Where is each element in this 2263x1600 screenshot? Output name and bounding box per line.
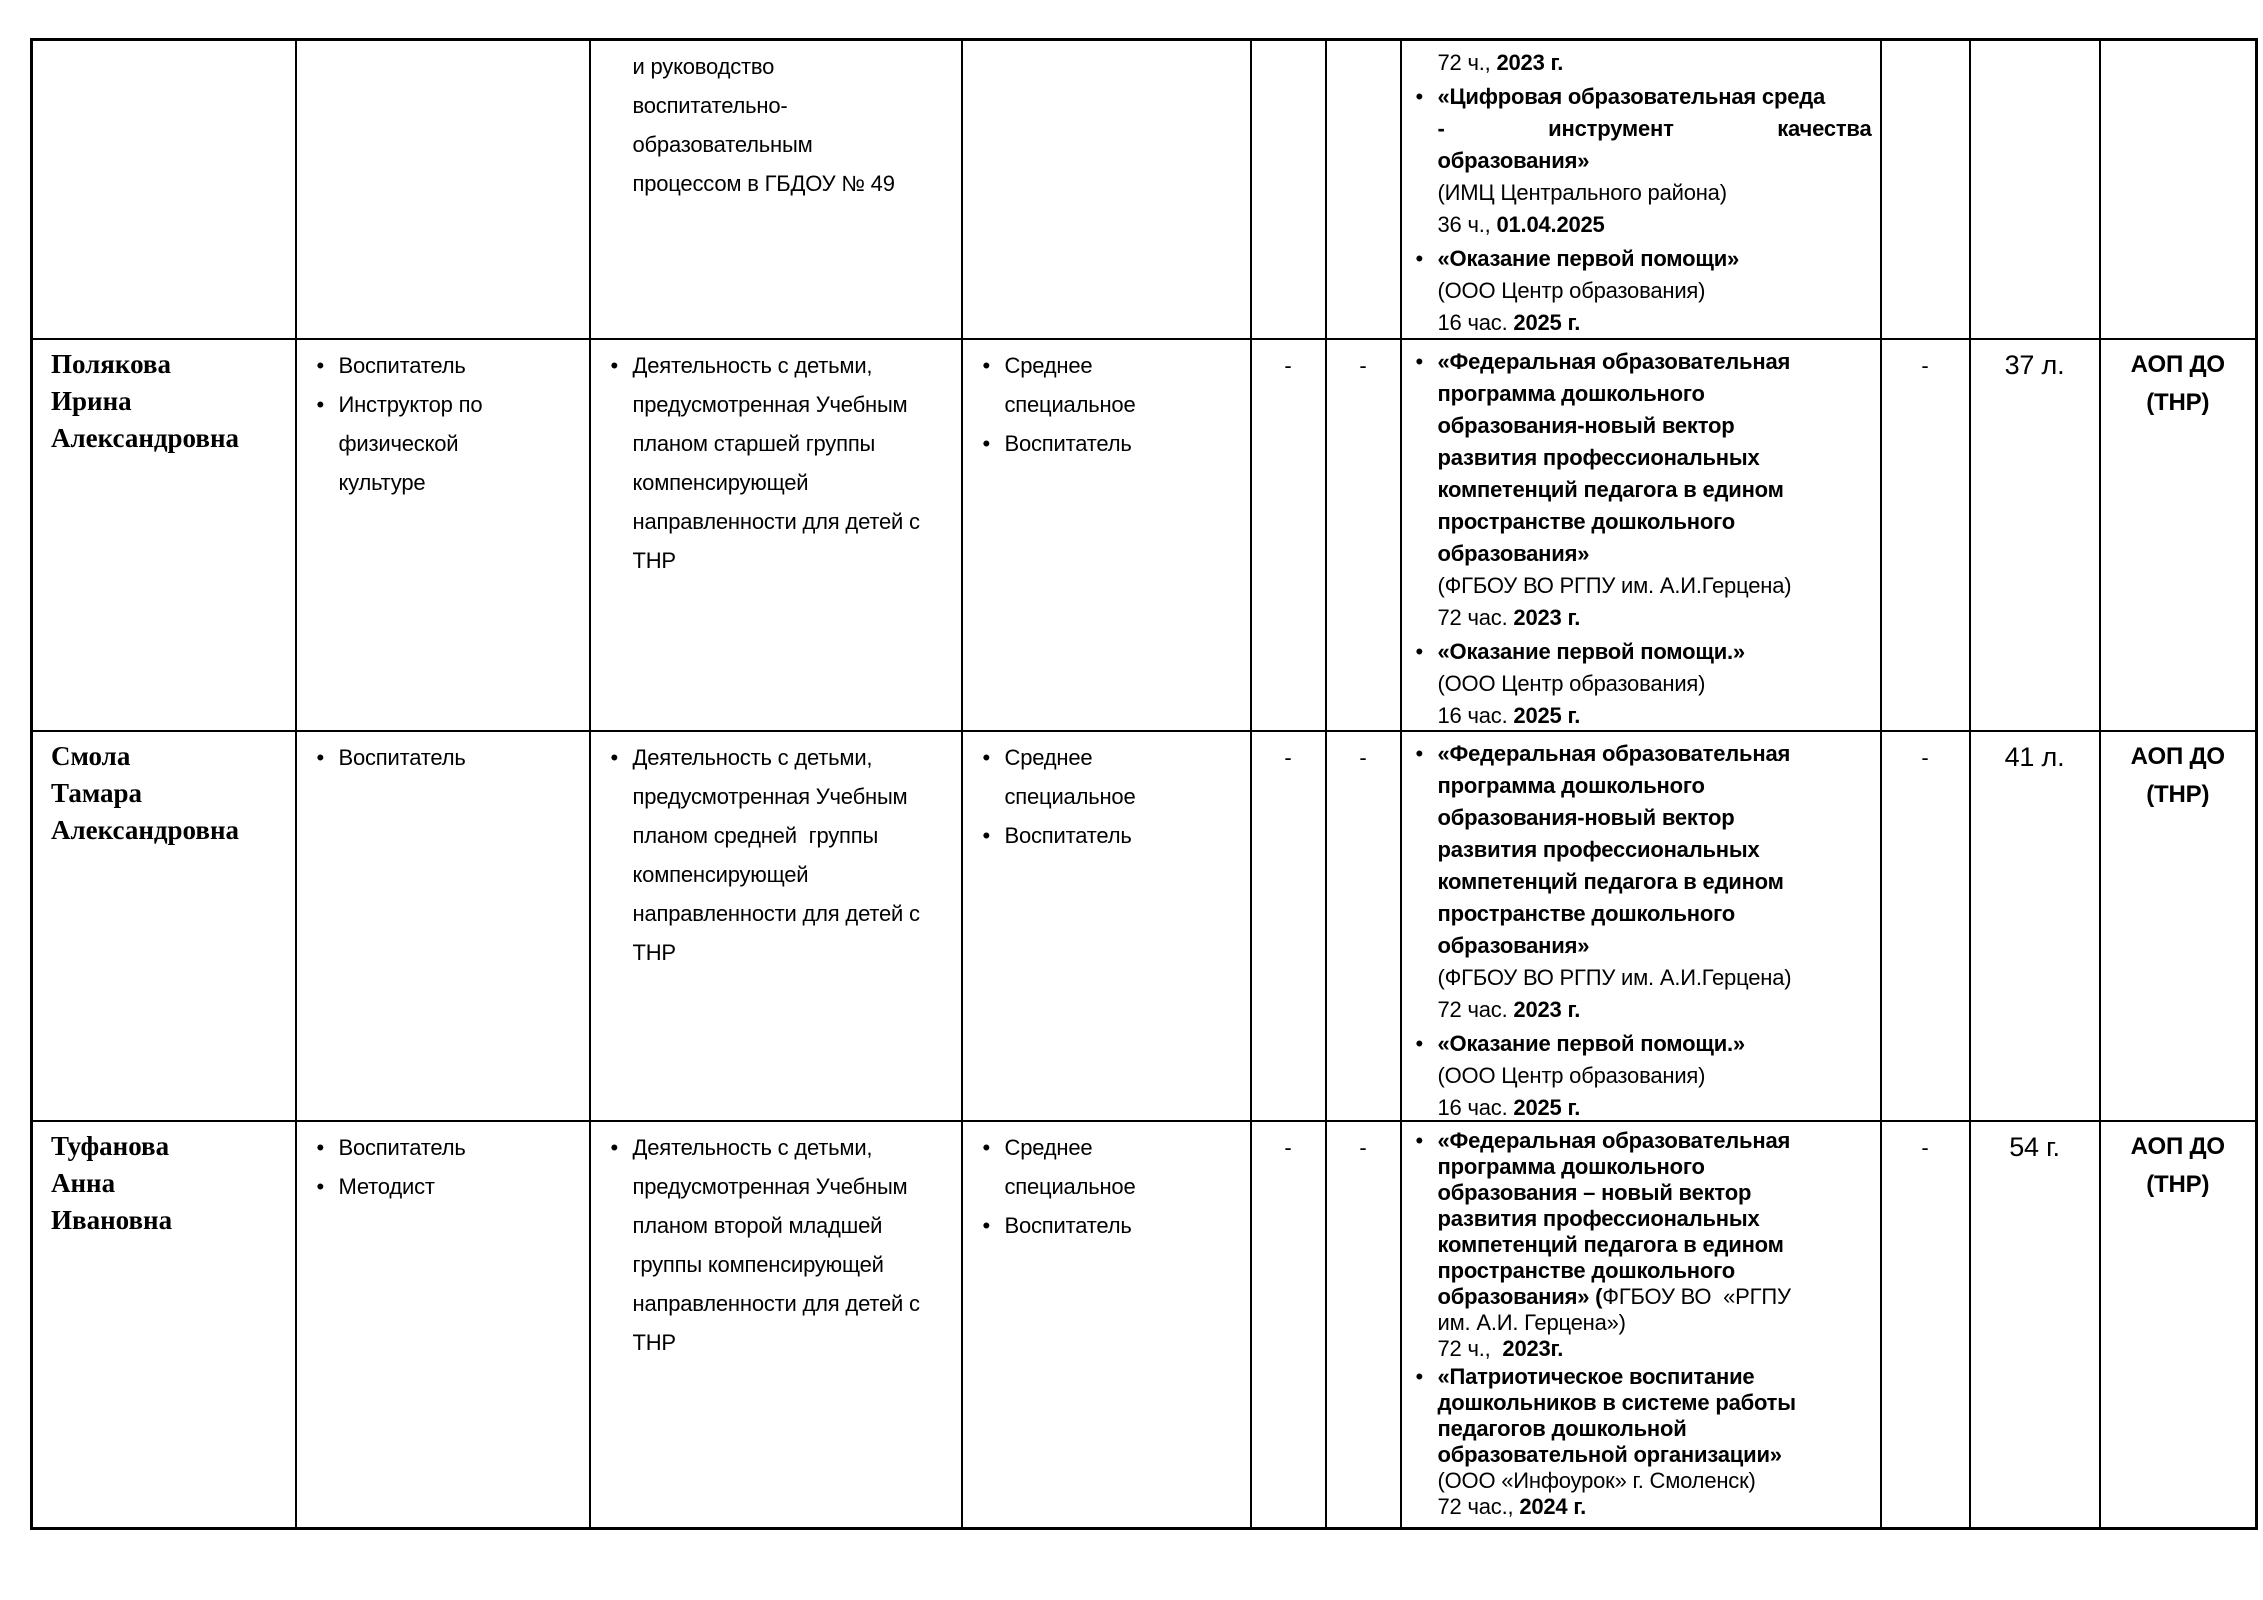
text-block [2105,738,2252,814]
bullet-icon: • [610,1135,619,1160]
text-line: предусмотренная Учебным [632,784,908,809]
text-line: программа дошкольного [1437,381,1705,406]
text-line: - [1359,745,1367,770]
bullet-icon: • [610,745,619,770]
cell-experience [1970,339,2100,731]
text-block [51,738,285,849]
text-block [605,47,951,203]
bullet-item [311,385,579,502]
text-line: - [1359,1135,1367,1160]
staff-table-body [32,40,2257,1529]
text-line: Александровна [51,423,240,453]
text-line: 16 час. 2025 г. [1437,310,1581,335]
cell-activity [590,339,962,731]
cell-education [962,731,1251,1121]
bullet-icon: • [316,745,325,770]
bullet-item [977,1206,1240,1245]
cell-courses [1401,339,1881,731]
text-line: Туфанова [51,1131,170,1161]
text-line: Деятельность с детьми, [632,745,873,770]
text-line: образовательной организации» [1437,1442,1782,1467]
cell-name [32,731,296,1121]
bullet-item [605,738,951,972]
text-line: образования» [1437,148,1590,173]
text-block [1331,738,1396,777]
text-line: планом старшей группы [632,431,876,456]
bullet-icon: • [1415,1128,1424,1153]
text-line: Смола [51,741,131,771]
text-block [2105,346,2252,422]
text-line: 16 час. 2025 г. [1437,703,1581,728]
text-line: (ИМЦ Центрального района) [1437,180,1727,205]
text-block [1410,962,1872,994]
text-line: 72 час. 2023 г. [1437,605,1581,630]
text-line: Воспитатель [338,745,466,770]
text-line: - [1284,745,1292,770]
text-block [1410,307,1872,338]
text-line: и руководство [632,54,775,79]
text-line: Методист [338,1174,435,1199]
table-row [32,339,2257,731]
text-line: культуре [338,470,426,495]
bullet-icon: • [1415,1364,1424,1389]
text-block [1410,47,1872,79]
cell-education [962,339,1251,731]
text-line: 16 час. 2025 г. [1437,1095,1581,1120]
text-block [1410,602,1872,634]
text-line: воспитательно- [632,93,788,118]
bullet-icon: • [316,392,325,417]
text-block [1331,346,1396,385]
text-line: физической [338,431,459,456]
bullet-icon: • [610,353,619,378]
text-line: программа дошкольного [1437,773,1705,798]
cell-experience [1970,40,2100,340]
text-line: компетенций педагога в едином [1437,1232,1784,1257]
text-line: АОП ДО [2130,351,2225,378]
bullet-item [977,424,1240,463]
cell-column-8 [1881,339,1970,731]
bullet-item [311,1167,579,1206]
text-line: - [1284,353,1292,378]
text-line: - [1921,353,1929,378]
text-block [1256,738,1321,777]
bullet-item [1410,1128,1872,1362]
bullet-icon: • [982,745,991,770]
text-line: Деятельность с детьми, [632,353,873,378]
cell-column-8 [1881,40,1970,340]
text-block [1256,1128,1321,1167]
cell-column-5 [1251,1121,1326,1529]
text-line: 41 л. [2004,742,2065,772]
text-line: пространстве дошкольного [1437,509,1736,534]
text-line: «Федеральная образовательная [1437,741,1791,766]
text-block [1410,275,1872,307]
bullet-item [1410,346,1872,570]
text-line: Ирина [51,386,132,416]
text-line: Полякова [51,349,172,379]
bullet-icon: • [982,353,991,378]
text-line: педагогов дошкольной [1437,1416,1687,1441]
text-line: «Оказание первой помощи.» [1437,639,1745,664]
text-block [1975,1128,2095,1166]
text-line: ТНР [632,548,676,573]
bullet-item [605,346,951,580]
text-line: ТНР [632,1330,676,1355]
text-line: образования – новый вектор [1437,1180,1752,1205]
text-line: 37 л. [2004,350,2065,380]
bullet-item [977,816,1240,855]
text-line: Анна [51,1168,116,1198]
cell-education [962,1121,1251,1529]
text-line: Среднее [1004,353,1093,378]
text-line: развития профессиональных [1437,1206,1760,1231]
bullet-item [977,738,1240,816]
text-line: (ТНР) [2146,781,2210,808]
cell-courses [1401,731,1881,1121]
cell-courses [1401,40,1881,340]
text-block [1331,1128,1396,1167]
text-line: (ООО «Инфоурок» г. Смоленск) [1437,1468,1756,1493]
text-line: Тамара [51,778,143,808]
text-line: Деятельность с детьми, [632,1135,873,1160]
text-line: пространстве дошкольного [1437,901,1736,926]
text-line: образования-новый вектор [1437,413,1735,438]
bullet-icon: • [1415,639,1424,664]
text-line: Воспитатель [338,1135,466,1160]
bullet-icon: • [982,1135,991,1160]
bullet-item [311,346,579,385]
cell-column-6 [1326,40,1401,340]
cell-program [2100,1121,2257,1529]
text-line: 72 ч., 2023 г. [1437,50,1564,75]
bullet-icon: • [316,1135,325,1160]
text-line: ТНР [632,940,676,965]
text-block [51,1128,285,1239]
text-line: (ТНР) [2146,1171,2210,1198]
cell-column-6 [1326,339,1401,731]
cell-column-5 [1251,40,1326,340]
text-line: (ТНР) [2146,389,2210,416]
table-row [32,40,2257,340]
cell-activity [590,40,962,340]
text-line: образования» [1437,541,1590,566]
text-block [1886,738,1965,777]
cell-name [32,40,296,340]
text-line: (ФГБОУ ВО РГПУ им. А.И.Герцена) [1437,965,1792,990]
text-line: АОП ДО [2130,743,2225,770]
text-line: компенсирующей [632,470,809,495]
text-block [1410,1060,1872,1092]
text-line: дошкольников в системе работы [1437,1390,1796,1415]
bullet-icon: • [982,431,991,456]
cell-positions [296,339,590,731]
cell-column-6 [1326,731,1401,1121]
text-line: специальное [1004,784,1136,809]
bullet-item [1410,636,1872,668]
cell-education [962,40,1251,340]
text-block [1886,1128,1965,1167]
text-block [1975,346,2095,384]
text-line: Воспитатель [338,353,466,378]
cell-name [32,1121,296,1529]
text-line: 36 ч., 01.04.2025 [1437,212,1605,237]
text-line: компетенций педагога в едином [1437,477,1784,502]
text-line: - [1921,745,1929,770]
text-line: процессом в ГБДОУ № 49 [632,171,895,196]
cell-positions [296,731,590,1121]
cell-column-5 [1251,339,1326,731]
bullet-item [1410,738,1872,962]
text-block [2105,1128,2252,1204]
text-block [1410,994,1872,1026]
text-line: специальное [1004,392,1136,417]
bullet-icon: • [1415,349,1424,374]
bullet-icon: • [982,1213,991,1238]
cell-column-6 [1326,1121,1401,1529]
text-block [1410,700,1872,730]
text-line: развития профессиональных [1437,445,1760,470]
text-line: Воспитатель [1004,823,1132,848]
text-line: «Оказание первой помощи.» [1437,1031,1745,1056]
text-line: направленности для детей с [632,901,920,926]
cell-experience [1970,1121,2100,1529]
text-line: «Федеральная образовательная [1437,1128,1791,1153]
bullet-item [311,1128,579,1167]
bullet-item [977,346,1240,424]
text-line: - [1359,353,1367,378]
text-line: направленности для детей с [632,509,920,534]
cell-name [32,339,296,731]
cell-courses [1401,1121,1881,1529]
text-line: Инструктор по [338,392,483,417]
text-line: образования-новый вектор [1437,805,1735,830]
cell-column-8 [1881,731,1970,1121]
bullet-icon: • [316,1174,325,1199]
bullet-icon: • [316,353,325,378]
text-line: направленности для детей с [632,1291,920,1316]
text-block [1410,177,1872,209]
bullet-icon: • [982,823,991,848]
text-block [1410,209,1872,241]
cell-program [2100,339,2257,731]
text-block [1975,738,2095,776]
text-line: предусмотренная Учебным [632,392,908,417]
text-line: специальное [1004,1174,1136,1199]
text-line: - инструмент качества [1437,116,1872,141]
bullet-icon: • [1415,246,1424,271]
text-line: «Оказание первой помощи» [1437,246,1740,271]
bullet-item [1410,81,1872,177]
text-line: 72 час., 2024 г. [1437,1494,1587,1519]
text-line: образования» [1437,933,1590,958]
table-row [32,731,2257,1121]
text-line: «Патриотическое воспитание [1437,1364,1755,1389]
cell-column-5 [1251,731,1326,1121]
staff-table [30,38,2258,1530]
text-line: Александровна [51,815,240,845]
text-line: компенсирующей [632,862,809,887]
text-line: образования» (ФГБОУ ВО «РГПУ [1437,1284,1791,1309]
text-line: (ООО Центр образования) [1437,1063,1706,1088]
table-row [32,1121,2257,1529]
text-line: «Цифровая образовательная среда [1437,84,1826,109]
text-line: Среднее [1004,745,1093,770]
text-line: Воспитатель [1004,1213,1132,1238]
cell-program [2100,40,2257,340]
text-line: АОП ДО [2130,1133,2225,1160]
bullet-icon: • [1415,1031,1424,1056]
cell-activity [590,1121,962,1529]
text-line: 54 г. [2009,1132,2060,1162]
bullet-icon: • [1415,84,1424,109]
text-block [1256,346,1321,385]
text-line: им. А.И. Герцена») [1437,1310,1626,1335]
text-line: Ивановна [51,1205,173,1235]
text-line: предусмотренная Учебным [632,1174,908,1199]
bullet-item [977,1128,1240,1206]
bullet-item [1410,1028,1872,1060]
text-line: программа дошкольного [1437,1154,1705,1179]
text-line: планом второй младшей [632,1213,883,1238]
text-block [1410,1092,1872,1120]
text-line: Воспитатель [1004,431,1132,456]
bullet-icon: • [1415,741,1424,766]
bullet-item [1410,243,1872,275]
text-line: Среднее [1004,1135,1093,1160]
text-line: 72 час. 2023 г. [1437,997,1581,1022]
text-line: (ООО Центр образования) [1437,671,1706,696]
text-line: (ФГБОУ ВО РГПУ им. А.И.Герцена) [1437,573,1792,598]
text-line: - [1921,1135,1929,1160]
cell-experience [1970,731,2100,1121]
cell-program [2100,731,2257,1121]
text-block [51,346,285,457]
bullet-item [605,1128,951,1362]
text-block [1886,346,1965,385]
cell-positions [296,40,590,340]
text-line: 72 ч., 2023г. [1437,1336,1564,1361]
cell-positions [296,1121,590,1529]
text-line: развития профессиональных [1437,837,1760,862]
text-line: образовательным [632,132,813,157]
text-line: пространстве дошкольного [1437,1258,1736,1283]
text-line: планом средней группы [632,823,879,848]
bullet-item [1410,1364,1872,1520]
cell-activity [590,731,962,1121]
bullet-item [311,738,579,777]
text-line: компетенций педагога в едином [1437,869,1784,894]
text-line: «Федеральная образовательная [1437,349,1791,374]
cell-column-8 [1881,1121,1970,1529]
text-line: группы компенсирующей [632,1252,884,1277]
text-block [1410,570,1872,602]
text-block [1410,668,1872,700]
text-line: - [1284,1135,1292,1160]
text-line: (ООО Центр образования) [1437,278,1706,303]
